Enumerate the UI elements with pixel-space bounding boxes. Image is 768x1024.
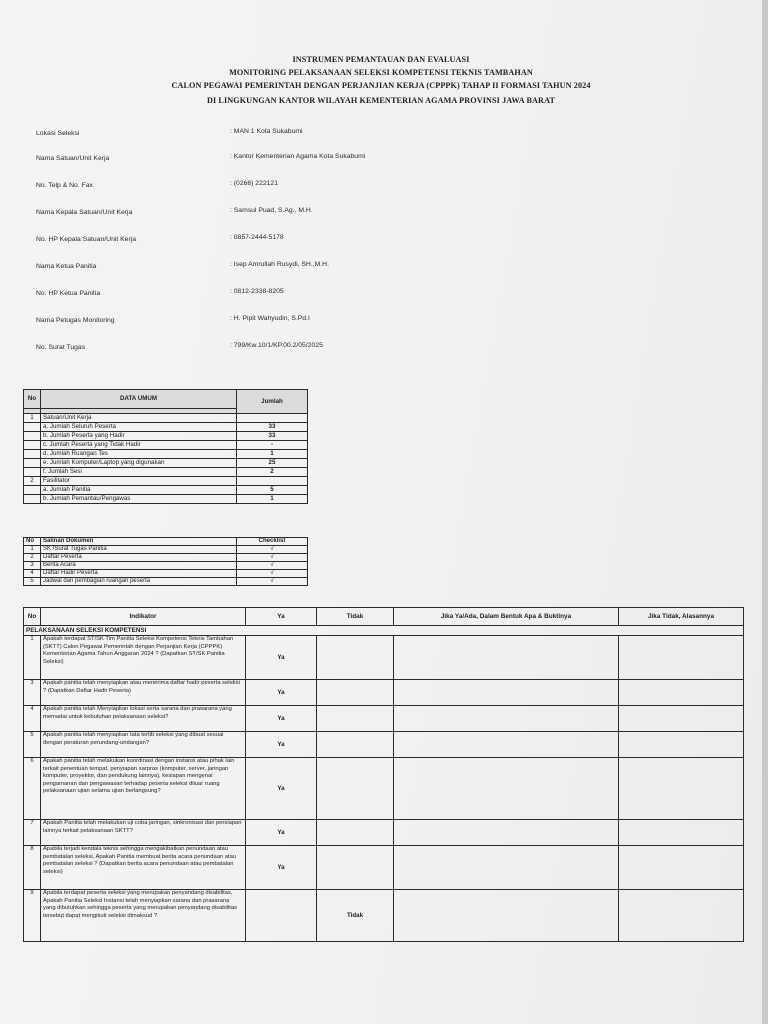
info-label: Lokasi Seleksi	[36, 130, 80, 137]
answer-jika-ya	[394, 820, 619, 846]
row-label: e. Jumlah Komputer/Laptop yang digunakan	[41, 459, 237, 468]
info-label: Nama Ketua Panitia	[36, 263, 97, 270]
indikator-table	[23, 607, 744, 942]
row-value	[237, 477, 308, 486]
doc-title-3: CALON PEGAWAI PEMERINTAH DENGAN PERJANJIAN KERJA (CPPPK) TAHAP II FORMASI TAHUN 2024	[171, 81, 591, 90]
row-value: 1	[237, 495, 308, 504]
row-no: 6	[24, 758, 41, 820]
row-value: 5	[237, 486, 308, 495]
answer-ya	[246, 890, 317, 942]
row-no	[24, 441, 41, 450]
table-row	[24, 890, 744, 942]
answer-jika-tidak	[619, 680, 744, 706]
row-no: 3	[24, 562, 41, 570]
doc-title-4: DI LINGKUNGAN KANTOR WILAYAH KEMENTERIAN AGAMA PROVINSI JAWA BARAT	[206, 96, 556, 105]
row-no	[24, 450, 41, 459]
row-no: 1	[24, 546, 41, 554]
row-value: 2	[237, 468, 308, 477]
table-row	[24, 495, 308, 504]
row-no: 4	[24, 706, 41, 732]
row-no: 2	[24, 554, 41, 562]
col-no: No	[24, 390, 41, 409]
row-no: 3	[24, 680, 41, 706]
group-label: Satuan/Unit Kerja	[41, 414, 237, 423]
answer-jika-ya	[394, 758, 619, 820]
row-no: 5	[24, 578, 41, 586]
row-value: 1	[237, 450, 308, 459]
table-row	[24, 562, 308, 570]
row-no: 5	[24, 732, 41, 758]
col-jika-tidak: Jika Tidak, Alasannya	[619, 608, 744, 626]
checkmark: √	[237, 578, 308, 586]
doc-title-2: MONITORING PELAKSANAAN SELEKSI KOMPETENSI TEKNIS TAMBAHAN	[229, 68, 533, 77]
table-row	[24, 546, 308, 554]
indikator-text: Apakah Panitia telah melakukan uji coba jaringan, sinkronisasi dan persiapan lainnya terkait pelaksanaan SKTT?	[41, 820, 246, 846]
answer-tidak	[317, 846, 394, 890]
row-label: a. Jumlah Panitia	[41, 486, 237, 495]
row-value: -	[237, 441, 308, 450]
answer-ya: Ya	[246, 636, 317, 680]
row-no	[24, 486, 41, 495]
table-row	[24, 459, 308, 468]
info-label: Nama Satuan/Unit Kerja	[36, 155, 110, 162]
col-jika-ya: Jika Ya/Ada, Dalam Bentuk Apa & Buktinya	[394, 608, 619, 626]
indikator-text: Apabila terdapat peserta seleksi yang merupakan penyandang disabilitas, Apakah Panitia Seleksi Instansi telah menyiapkan sarana dan prasarana yang dibutuhkan sehingga peserta yang merupakan penyandang disabilitas tersebut dapat mengikuti seleksi dimaksud ?	[41, 890, 246, 942]
salinan-dokumen-table	[23, 537, 308, 586]
table-row	[24, 468, 308, 477]
answer-jika-tidak	[619, 846, 744, 890]
col-checklist: Checklist	[237, 538, 308, 546]
col-salinan-dokumen: Salinan Dokumen	[41, 538, 237, 546]
info-value: : MAN 1 Kota Sukabumi	[230, 128, 303, 135]
answer-ya: Ya	[246, 758, 317, 820]
row-no	[24, 459, 41, 468]
answer-tidak: Tidak	[317, 890, 394, 942]
checkmark: √	[237, 570, 308, 578]
row-no	[24, 495, 41, 504]
answer-ya: Ya	[246, 706, 317, 732]
col-tidak: Tidak	[317, 608, 394, 626]
checkmark: √	[237, 554, 308, 562]
table-row	[24, 680, 744, 706]
info-value: : Samsul Puad, S.Ag., M.H.	[230, 207, 313, 214]
table-row	[24, 820, 744, 846]
info-label: No. Telp & No. Fax	[36, 182, 93, 189]
indikator-text: Apakah panitia telah menyiapkan atau menerima daftar hadir peserta seleksi ? (Dapatkan Daftar Hadir Peserta)	[41, 680, 246, 706]
info-value: : H. Pipit Wahyudin, S.Pd.I	[230, 315, 310, 322]
row-label: SK /Surat Tugas Panitia	[41, 546, 237, 554]
answer-tidak	[317, 758, 394, 820]
table-row	[24, 432, 308, 441]
table-row	[24, 414, 308, 423]
answer-jika-tidak	[619, 732, 744, 758]
col-data-umum: DATA UMUM	[41, 390, 237, 409]
answer-jika-tidak	[619, 890, 744, 942]
row-no: 9	[24, 890, 41, 942]
info-label: No. HP Kepala Satuan/Unit Kerja	[36, 236, 136, 243]
table-row	[24, 732, 744, 758]
info-label: No. Surat Tugas	[36, 344, 86, 351]
table-row	[24, 636, 744, 680]
info-value: : 0857-2444-5178	[230, 234, 284, 241]
table-row	[24, 486, 308, 495]
row-label: b. Jumlah Pemantau/Pengawas	[41, 495, 237, 504]
checkmark: √	[237, 546, 308, 554]
row-no: 1	[24, 636, 41, 680]
indikator-text: Apakah terdapat ST/SK Tim Panitia Seleksi Kompetensi Teknis Tambahan (SKTT) Calon Pegawai Pemerintah dengan Perjanjian Kerja (CPPPK) Kementerian Agama Tahun Anggaran 2024 ? (Dapatkan ST/SK Panitia Seleksi)	[41, 636, 246, 680]
answer-tidak	[317, 732, 394, 758]
answer-ya: Ya	[246, 680, 317, 706]
row-label: f. Jumlah Sesi	[41, 468, 237, 477]
answer-jika-tidak	[619, 820, 744, 846]
table-row	[24, 706, 744, 732]
row-label: Daftar Hadir Peserta	[41, 570, 237, 578]
indikator-text: Apakah panitia telah menyiapkan tata tertib seleksi yang dibuat sesuai dengan peraturan perundang-undangan?	[41, 732, 246, 758]
row-label: d. Jumlah Ruangan Tes	[41, 450, 237, 459]
row-no	[24, 432, 41, 441]
row-value: 33	[237, 432, 308, 441]
data-umum-table	[23, 389, 308, 504]
table-row	[24, 758, 744, 820]
section-row	[24, 626, 744, 636]
row-label: Daftar Peserta	[41, 554, 237, 562]
info-label: No. HP Ketua Panitia	[36, 290, 101, 297]
indikator-text: Apakah panitia telah melakukan koordinasi dengan instansi atau pihak lain terkait penentuan tempat, penyiapan sarpras (komputer, server, jaringan komputer, proyektor, dan pendukung lainnya), kesiapan mengenai pengamanan dan pengawasan terhadap peserta seleksi diluar ruang pelaksanaan ujian selama ujian berlangsung?	[41, 758, 246, 820]
answer-tidak	[317, 820, 394, 846]
row-no: 2	[24, 477, 41, 486]
answer-tidak	[317, 706, 394, 732]
answer-tidak	[317, 636, 394, 680]
row-label: c. Jumlah Peserta yang Tidak Hadir	[41, 441, 237, 450]
checkmark: √	[237, 562, 308, 570]
col-no: No	[24, 608, 41, 626]
table-row	[24, 423, 308, 432]
row-label: b. Jumlah Peserta yang Hadir	[41, 432, 237, 441]
section-title: PELAKSANAAN SELEKSI KOMPETENSI	[24, 626, 744, 636]
answer-ya: Ya	[246, 846, 317, 890]
table-row	[24, 846, 744, 890]
table-row	[24, 554, 308, 562]
table-row	[24, 441, 308, 450]
row-no	[24, 423, 41, 432]
table-row	[24, 578, 308, 586]
answer-jika-ya	[394, 890, 619, 942]
info-value: : 799/Kw.10/1/KP.00.2/05/2025	[230, 342, 323, 349]
col-jumlah: Jumlah	[237, 390, 308, 414]
table-row	[24, 570, 308, 578]
info-label: Nama Kepala Satuan/Unit Kerja	[36, 209, 133, 216]
answer-jika-tidak	[619, 758, 744, 820]
answer-jika-ya	[394, 846, 619, 890]
col-indikator: Indikator	[41, 608, 246, 626]
answer-jika-ya	[394, 680, 619, 706]
info-value: : Kantor Kementerian Agama Kota Sukabumi	[230, 153, 366, 160]
answer-tidak	[317, 680, 394, 706]
row-no: 1	[24, 414, 41, 423]
row-value: 25	[237, 459, 308, 468]
row-no	[24, 468, 41, 477]
indikator-text: Apabila terjadi kendala teknis sehingga mengakibatkan penundaan atau pembatalan seleksi, Apakah Panitia membuat berita acara penundaan atau pembatalan seleksi ? (Dapatkan berita acara penundaan atau pembatalan seleksi)	[41, 846, 246, 890]
col-ya: Ya	[246, 608, 317, 626]
col-no: No	[24, 538, 41, 546]
info-label: Nama Petugas Monitoring	[36, 317, 115, 324]
row-label: Jadwal dan pembagian ruangan peserta	[41, 578, 237, 586]
info-value: : (0266) 222121	[230, 180, 278, 187]
row-label: a. Jumlah Seluruh Peserta	[41, 423, 237, 432]
answer-jika-ya	[394, 706, 619, 732]
row-value: 33	[237, 423, 308, 432]
row-no: 4	[24, 570, 41, 578]
row-no: 7	[24, 820, 41, 846]
info-value: : Isep Amrullah Rusydi, SH.,M.H.	[230, 261, 329, 268]
doc-title-1: INSTRUMEN PEMANTAUAN DAN EVALUASI	[292, 55, 470, 64]
answer-ya: Ya	[246, 732, 317, 758]
group-label: Fasilitator	[41, 477, 237, 486]
answer-jika-ya	[394, 732, 619, 758]
table-row	[24, 450, 308, 459]
row-value	[237, 414, 308, 423]
row-label: Berita Acara	[41, 562, 237, 570]
answer-jika-tidak	[619, 636, 744, 680]
answer-ya: Ya	[246, 820, 317, 846]
indikator-text: Apakah panitia telah Menyiapkan lokasi serta sarana dan prasarana yang memadai untuk kebutuhan pelaksanaan seleksi?	[41, 706, 246, 732]
answer-jika-tidak	[619, 706, 744, 732]
page-edge	[762, 0, 768, 1024]
answer-jika-ya	[394, 636, 619, 680]
info-value: : 0812-2338-8205	[230, 288, 284, 295]
table-row	[24, 477, 308, 486]
row-no: 8	[24, 846, 41, 890]
